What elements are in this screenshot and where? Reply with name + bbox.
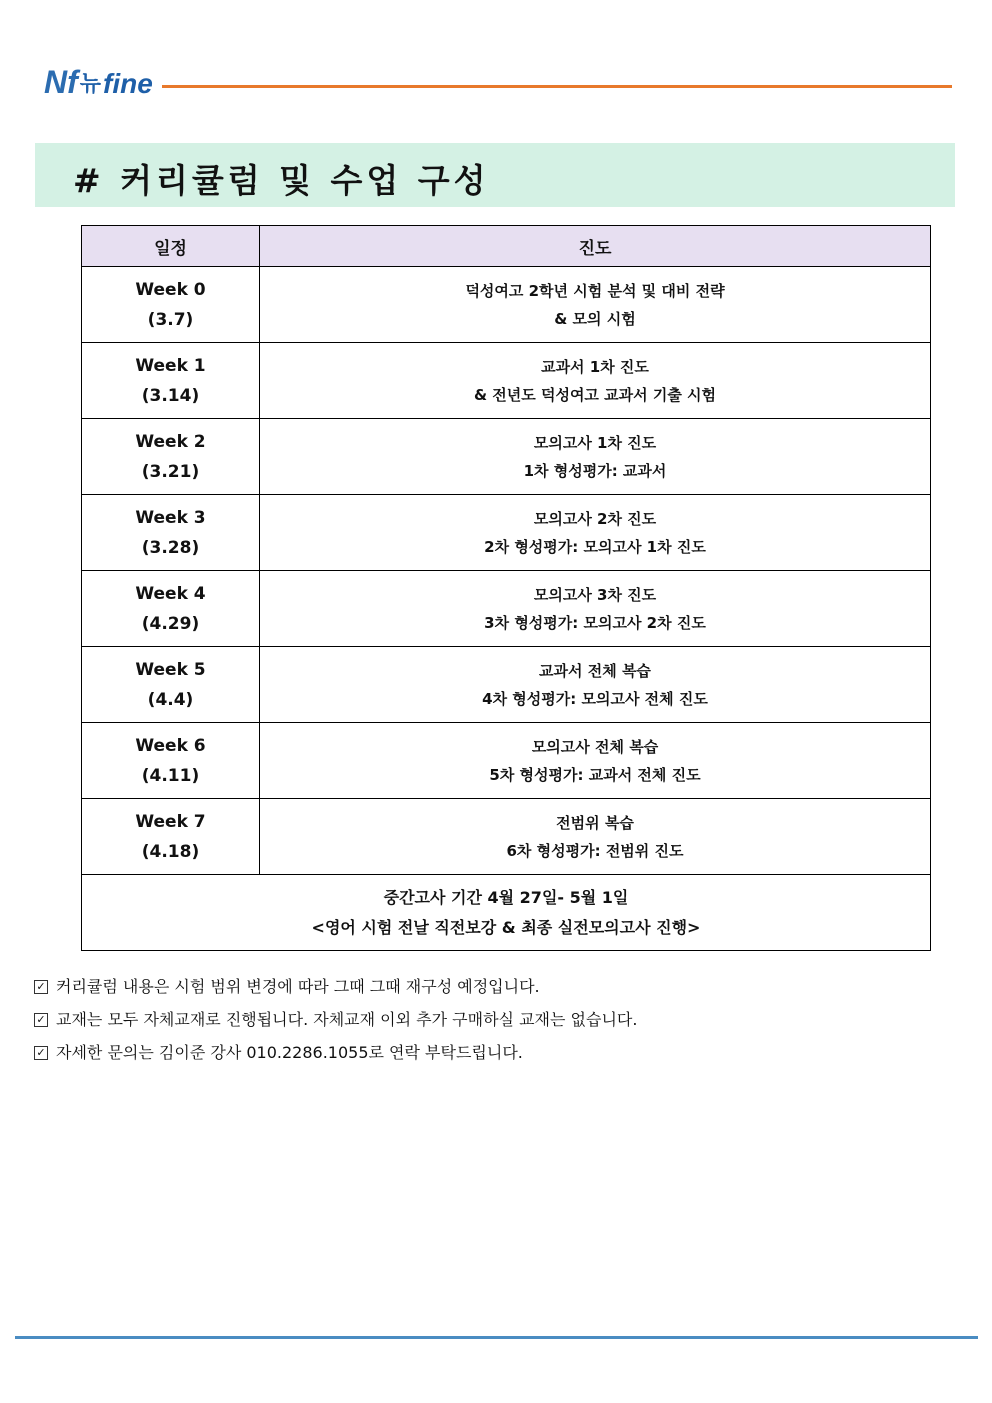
checkbox-icon: ✓ xyxy=(34,1013,48,1027)
week-cell xyxy=(82,419,260,495)
week-label: Week 6 xyxy=(135,735,206,756)
week-label: Week 7 xyxy=(135,811,206,832)
week-cell xyxy=(82,647,260,723)
progress-line: 6차 형성평가: 전범위 진도 xyxy=(506,841,684,860)
progress-line: 3차 형성평가: 모의고사 2차 진도 xyxy=(484,613,706,632)
notes-list xyxy=(34,970,637,1069)
week-date: (3.28) xyxy=(141,537,200,558)
progress-line: 교과서 전체 복습 xyxy=(539,661,651,680)
table-row xyxy=(82,419,931,495)
week-cell xyxy=(82,723,260,799)
progress-line: 모의고사 3차 진도 xyxy=(533,585,657,604)
table-row xyxy=(82,723,931,799)
progress-line: 1차 형성평가: 교과서 xyxy=(523,461,667,480)
week-date: (4.18) xyxy=(141,841,200,862)
week-date: (4.11) xyxy=(141,765,200,786)
table-row xyxy=(82,495,931,571)
table-row xyxy=(82,267,931,343)
progress-cell xyxy=(260,647,931,723)
checkbox-icon: ✓ xyxy=(34,980,48,994)
checkbox-icon: ✓ xyxy=(34,1046,48,1060)
week-label: Week 5 xyxy=(135,659,206,680)
table-row xyxy=(82,647,931,723)
progress-line: 전범위 복습 xyxy=(556,813,634,832)
week-cell xyxy=(82,267,260,343)
note-item xyxy=(34,970,637,1003)
header-divider xyxy=(162,85,952,88)
progress-line: 4차 형성평가: 모의고사 전체 진도 xyxy=(482,689,708,708)
progress-line: 모의고사 전체 복습 xyxy=(531,737,659,756)
week-label: Week 3 xyxy=(135,507,206,528)
table-row xyxy=(82,799,931,875)
week-date: (3.21) xyxy=(141,461,200,482)
progress-line: & 모의 시험 xyxy=(554,309,636,328)
logo-mark: Nf xyxy=(44,64,78,100)
week-label: Week 4 xyxy=(135,583,206,604)
title-bar xyxy=(35,143,955,207)
note-item xyxy=(34,1036,637,1069)
progress-line: 모의고사 1차 진도 xyxy=(533,433,657,452)
page-title: # 커리큘럼 및 수업 구성 xyxy=(73,161,490,200)
progress-cell xyxy=(260,799,931,875)
exam-period-cell xyxy=(82,875,931,951)
table-row xyxy=(82,343,931,419)
progress-cell xyxy=(260,419,931,495)
week-date: (4.4) xyxy=(147,689,194,710)
progress-line: 2차 형성평가: 모의고사 1차 진도 xyxy=(484,537,706,556)
footer-divider xyxy=(15,1336,978,1339)
note-item xyxy=(34,1003,637,1036)
progress-line: 5차 형성평가: 교과서 전체 진도 xyxy=(489,765,701,784)
progress-cell xyxy=(260,571,931,647)
week-cell xyxy=(82,343,260,419)
week-date: (3.14) xyxy=(141,385,200,406)
logo-english: fine xyxy=(103,68,153,99)
schedule-table xyxy=(81,225,931,951)
progress-cell xyxy=(260,267,931,343)
week-cell xyxy=(82,799,260,875)
week-label: Week 0 xyxy=(135,279,206,300)
note-text: 자세한 문의는 김이준 강사 010.2286.1055로 연락 부탁드립니다. xyxy=(56,1043,523,1062)
progress-line: 교과서 1차 진도 xyxy=(541,357,649,376)
logo xyxy=(44,58,153,98)
logo-korean: 뉴 xyxy=(79,71,102,97)
progress-cell xyxy=(260,343,931,419)
progress-line: & 전년도 덕성여고 교과서 기출 시험 xyxy=(473,385,717,404)
column-header-schedule: 일정 xyxy=(82,226,260,267)
week-date: (3.7) xyxy=(147,309,194,330)
note-text: 교재는 모두 자체교재로 진행됩니다. 자체교재 이외 추가 구매하실 교재는 없습니다. xyxy=(56,1010,638,1029)
week-label: Week 1 xyxy=(135,355,206,376)
week-date: (4.29) xyxy=(141,613,200,634)
table-row xyxy=(82,571,931,647)
progress-cell xyxy=(260,495,931,571)
exam-period-text: 중간고사 기간 4월 27일- 5월 1일 xyxy=(383,887,629,907)
week-cell xyxy=(82,495,260,571)
table-header-row xyxy=(82,226,931,267)
column-header-progress: 진도 xyxy=(260,226,931,267)
progress-line: 덕성여고 2학년 시험 분석 및 대비 전략 xyxy=(465,281,725,300)
exam-period-row xyxy=(82,875,931,951)
progress-line: 모의고사 2차 진도 xyxy=(533,509,657,528)
week-cell xyxy=(82,571,260,647)
progress-cell xyxy=(260,723,931,799)
week-label: Week 2 xyxy=(135,431,206,452)
note-text: 커리큘럼 내용은 시험 범위 변경에 따라 그때 그때 재구성 예정입니다. xyxy=(56,977,540,996)
exam-period-note: <영어 시험 전날 직전보강 & 최종 실전모의고사 진행> xyxy=(311,917,701,937)
